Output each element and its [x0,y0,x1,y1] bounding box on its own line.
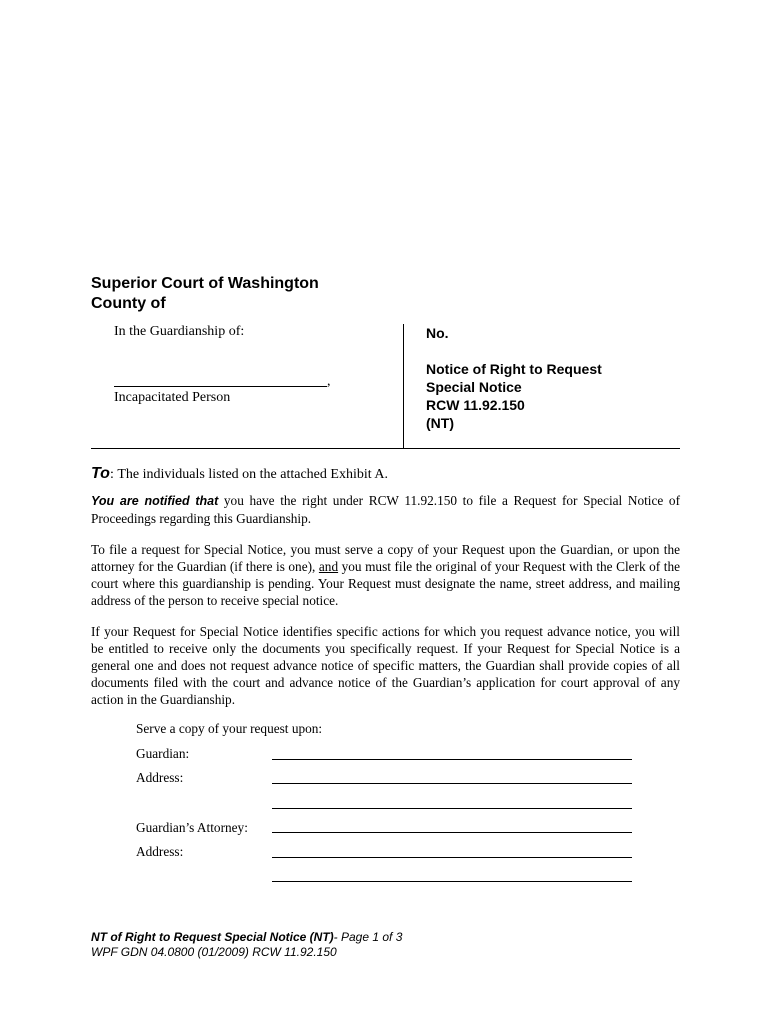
guardian-label: Guardian: [136,746,190,761]
attorney-address-field[interactable] [272,857,632,858]
case-number-label: No. [426,325,449,341]
to-colon: : [109,467,114,482]
scope-paragraph: If your Request for Special Notice identifies specific actions for which you request advance notice, you will be entitled to receive only the documents you specifically request. If your Request for Special Notice is a general one and does not request advance notice of specific matters, the Guardian shall provide copies of all documents filed with the court and advance notice of the Guardian’s application for court approval of any action in the Guardianship. [91,624,680,707]
guardian-address-label: Address: [136,770,184,785]
court-heading [91,274,319,314]
court-name: Superior Court of Washington [91,275,319,292]
document-title-line: RCW 11.92.150 [426,397,525,413]
filing-text-end: you must file the original of your Request with the Clerk of the court where this guardianship is pending. Your Request must designate the name, street address, and mailing address of the person to receive special notice. [91,559,680,608]
notice-paragraph [91,492,680,527]
document-title-line: Special Notice [426,379,522,395]
footer-form-code: WPF GDN 04.0800 (01/2009) RCW 11.92.150 [91,945,337,959]
footer-title: NT of Right to Request Special Notice (NT) [91,930,334,944]
document-title-line: (NT) [426,415,454,431]
guardianship-of-label: In the Guardianship of: [114,324,245,339]
caption-divider-horizontal [91,448,680,449]
guardian-address-field[interactable] [272,783,632,784]
to-recipients: The individuals listed on the attached Exhibit A. [117,467,388,482]
document-title-line: Notice of Right to Request [426,361,602,377]
to-label: To [91,465,110,482]
name-line-comma: , [327,374,331,389]
to-line [91,465,388,483]
attorney-address-field-line-2[interactable] [272,881,632,882]
guardian-attorney-label: Guardian’s Attorney: [136,820,248,835]
guardian-address-field-line-2[interactable] [272,808,632,809]
serve-intro: Serve a copy of your request upon: [136,721,323,736]
guardian-attorney-field[interactable] [272,832,632,833]
notice-lead: You are notified that [91,494,219,508]
footer-form-title [91,930,402,944]
guardian-field[interactable] [272,759,632,760]
county-label: County of [91,295,166,312]
filing-text-start: To file a request for Special Notice, you must serve a copy of your Request upon the Guardian, or upon the attorney for the Guardian (if there is one), [91,542,680,574]
footer-page-number: - Page 1 of 3 [333,930,403,944]
incapacitated-person-label: Incapacitated Person [114,390,231,405]
filing-text-emphasis: and [318,559,339,574]
document-title [426,360,602,432]
attorney-address-label: Address: [136,844,184,859]
notice-text: you have the right under RCW 11.92.150 to file a Request for Special Notice of Proceedings regarding this Guardianship. [91,493,681,526]
incapacitated-person-name-line [114,386,327,387]
caption-divider-vertical [403,324,404,448]
filing-paragraph [91,541,680,609]
